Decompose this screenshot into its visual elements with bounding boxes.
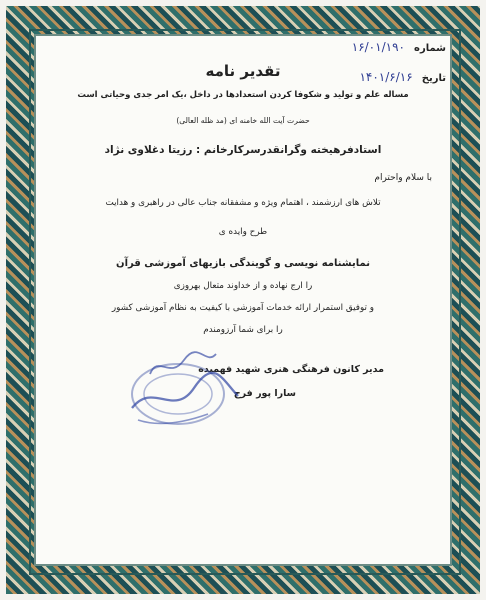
signer-name: سارا پور فرح — [233, 388, 296, 399]
project-title: نمایشنامه نویسی و گویندگی بازیهای آموزشی قرآن — [116, 258, 370, 269]
signer-title: مدیر کانون فرهنگی هنری شهید فهمیده — [198, 364, 384, 375]
number-row — [306, 36, 446, 55]
certificate-title: تقدیر نامه — [205, 62, 281, 80]
quote-line: مساله علم و تولید و شکوفا کردن استعدادها در داخل ،یک امر جدی وحیاتی است — [77, 90, 409, 100]
success-line: و توفیق استمرار ارائه خدمات آموزشی با کیفیت به نظام آموزشی کشور — [111, 303, 375, 313]
quote-attribution: حضرت آیت الله خامنه ای (مد ظله العالی) — [176, 116, 310, 125]
date-value: ۱۴۰۱/۶/۱۶ — [359, 70, 413, 84]
effort-line: تلاش های ارزشمند ، اهتمام ویژه و مشفقانه جناب عالی در راهبری و هدایت — [105, 198, 381, 208]
number-label: شماره — [414, 43, 446, 54]
certificate-content — [40, 36, 446, 556]
number-value: ۱۶/۰۱/۱۹۰ — [351, 40, 405, 54]
date-label: تاریخ — [421, 73, 446, 84]
wish-line: را برای شما آرزومندم — [203, 325, 283, 335]
recipient-line: استادفرهیخته وگرانقدرسرکارخانم : رزیتا دغلاوی نژاد — [104, 144, 382, 156]
plan-line: طرح وایده ی — [218, 227, 268, 237]
thanks-line: را ارج نهاده و از خداوند متعال بهروزی — [173, 281, 313, 291]
greeting-line: با سلام واحترام — [374, 173, 432, 183]
